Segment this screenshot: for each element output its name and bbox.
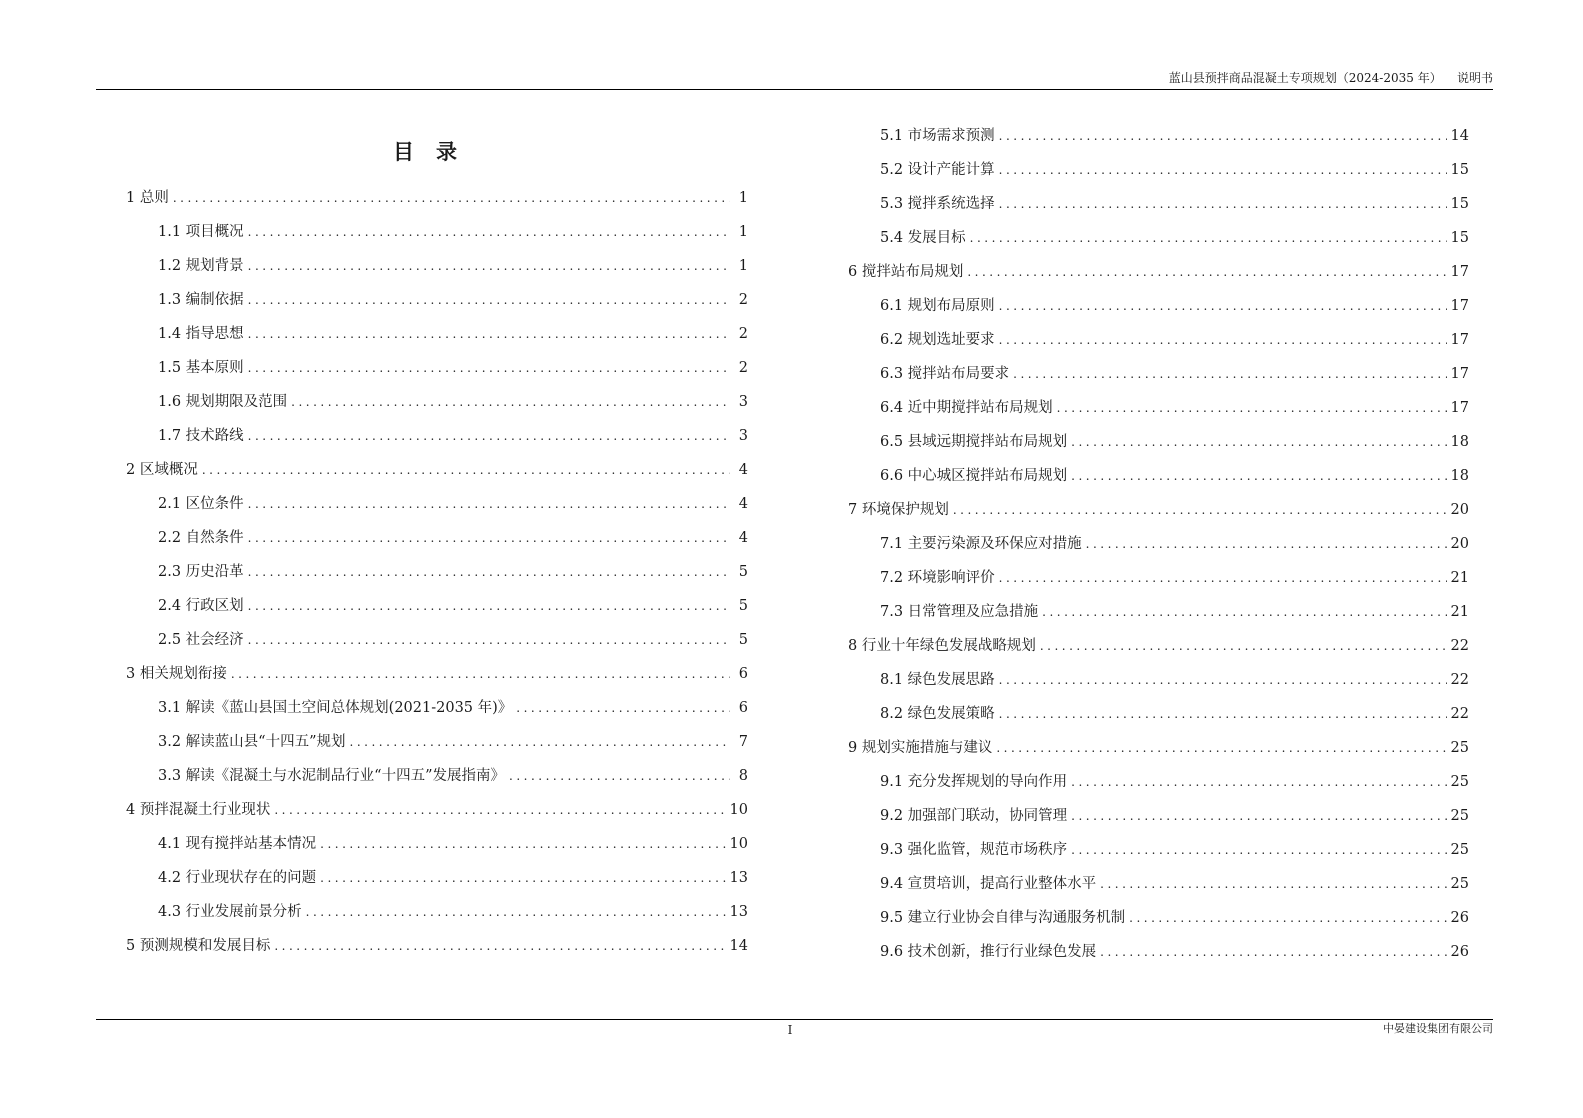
toc-right-column bbox=[848, 119, 1469, 969]
toc-entry-label: 1.7 技术路线 bbox=[158, 428, 244, 444]
toc-entry[interactable] bbox=[126, 589, 748, 623]
toc-dot-leader bbox=[516, 691, 730, 725]
toc-dot-leader bbox=[291, 385, 730, 419]
toc-entry-label: 1 总则 bbox=[126, 190, 169, 206]
toc-dot-leader bbox=[1129, 901, 1446, 935]
toc-entry-label: 1.4 指导思想 bbox=[158, 326, 244, 342]
toc-entry[interactable] bbox=[126, 521, 748, 555]
toc-entry[interactable] bbox=[848, 357, 1469, 391]
toc-entry-page: 22 bbox=[1450, 672, 1469, 688]
toc-dot-leader bbox=[1013, 357, 1446, 391]
toc-entry-label: 7 环境保护规划 bbox=[848, 502, 949, 518]
toc-entry-label: 6.6 中心城区搅拌站布局规划 bbox=[880, 468, 1068, 484]
toc-entry-page: 5 bbox=[738, 564, 748, 580]
toc-entry-label: 6.4 近中期搅拌站布局规划 bbox=[880, 400, 1053, 416]
toc-entry-page: 10 bbox=[729, 802, 748, 818]
toc-entry-page: 14 bbox=[729, 938, 748, 954]
toc-entry[interactable] bbox=[848, 153, 1469, 187]
toc-entry-page: 4 bbox=[738, 530, 748, 546]
toc-entry-label: 1.5 基本原则 bbox=[158, 360, 244, 376]
toc-entry-page: 17 bbox=[1450, 298, 1469, 314]
toc-entry-label: 9.6 技术创新，推行行业绿色发展 bbox=[880, 944, 1097, 960]
toc-entry-page: 5 bbox=[738, 598, 748, 614]
toc-dot-leader bbox=[999, 697, 1447, 731]
toc-entry-page: 2 bbox=[738, 326, 748, 342]
toc-entry-page: 22 bbox=[1450, 638, 1469, 654]
toc-entry-page: 25 bbox=[1450, 876, 1469, 892]
toc-entry-page: 21 bbox=[1450, 604, 1469, 620]
toc-entry[interactable] bbox=[848, 867, 1469, 901]
toc-dot-leader bbox=[320, 827, 725, 861]
toc-entry-label: 2.3 历史沿革 bbox=[158, 564, 244, 580]
toc-dot-leader bbox=[248, 487, 730, 521]
toc-dot-leader bbox=[1071, 765, 1446, 799]
document-title: 蓝山县预拌商品混凝土专项规划（2024-2035 年） bbox=[1168, 71, 1442, 85]
toc-entry-page: 2 bbox=[738, 360, 748, 376]
toc-entry[interactable] bbox=[848, 663, 1469, 697]
toc-dot-leader bbox=[1042, 595, 1446, 629]
toc-dot-leader bbox=[248, 283, 730, 317]
toc-entry-page: 17 bbox=[1450, 332, 1469, 348]
toc-entry[interactable] bbox=[848, 833, 1469, 867]
toc-dot-leader bbox=[509, 759, 730, 793]
toc-dot-leader bbox=[173, 181, 730, 215]
toc-entry[interactable] bbox=[848, 119, 1469, 153]
toc-dot-leader bbox=[1086, 527, 1447, 561]
toc-entry-label: 8.2 绿色发展策略 bbox=[880, 706, 995, 722]
footer-rule bbox=[96, 1019, 1493, 1020]
toc-entry[interactable] bbox=[126, 793, 748, 827]
toc-entry[interactable] bbox=[126, 317, 748, 351]
toc-entry-label: 2.2 自然条件 bbox=[158, 530, 244, 546]
toc-entry[interactable] bbox=[848, 901, 1469, 935]
toc-entry-label: 5.2 设计产能计算 bbox=[880, 162, 995, 178]
toc-dot-leader bbox=[1071, 425, 1446, 459]
toc-entry-page: 26 bbox=[1450, 910, 1469, 926]
toc-entry-page: 18 bbox=[1450, 468, 1469, 484]
toc-entry[interactable] bbox=[848, 595, 1469, 629]
toc-dot-leader bbox=[248, 351, 730, 385]
toc-entry-page: 15 bbox=[1450, 196, 1469, 212]
toc-entry[interactable] bbox=[848, 289, 1469, 323]
toc-dot-leader bbox=[999, 153, 1447, 187]
toc-entry[interactable] bbox=[126, 385, 748, 419]
toc-dot-leader bbox=[248, 623, 730, 657]
toc-entry-label: 2.1 区位条件 bbox=[158, 496, 244, 512]
toc-entry-label: 6 搅拌站布局规划 bbox=[848, 264, 964, 280]
toc-dot-leader bbox=[202, 453, 730, 487]
toc-entry-label: 9.5 建立行业协会自律与沟通服务机制 bbox=[880, 910, 1126, 926]
toc-entry[interactable] bbox=[126, 181, 748, 215]
toc-entry-label: 2.5 社会经济 bbox=[158, 632, 244, 648]
toc-entry-page: 22 bbox=[1450, 706, 1469, 722]
toc-dot-leader bbox=[967, 255, 1446, 289]
toc-entry[interactable] bbox=[126, 419, 748, 453]
toc-entry[interactable] bbox=[126, 759, 748, 793]
toc-left-column bbox=[126, 181, 748, 963]
toc-dot-leader bbox=[248, 317, 730, 351]
toc-entry-label: 3.1 解读《蓝山县国土空间总体规划(2021-2035 年)》 bbox=[158, 700, 513, 716]
toc-entry[interactable] bbox=[126, 691, 748, 725]
toc-entry-page: 8 bbox=[738, 768, 748, 784]
toc-entry[interactable] bbox=[848, 935, 1469, 969]
document-type: 说明书 bbox=[1456, 71, 1493, 85]
toc-entry-label: 8.1 绿色发展思路 bbox=[880, 672, 995, 688]
toc-dot-leader bbox=[999, 323, 1447, 357]
toc-dot-leader bbox=[248, 419, 730, 453]
toc-entry-page: 3 bbox=[738, 394, 748, 410]
toc-entry-page: 5 bbox=[738, 632, 748, 648]
toc-dot-leader bbox=[1071, 833, 1446, 867]
toc-entry[interactable] bbox=[848, 221, 1469, 255]
company-name: 中晏建设集团有限公司 bbox=[1383, 1022, 1493, 1035]
toc-entry-page: 18 bbox=[1450, 434, 1469, 450]
toc-entry-label: 9.3 强化监管，规范市场秩序 bbox=[880, 842, 1068, 858]
toc-entry-page: 7 bbox=[738, 734, 748, 750]
page-number: I bbox=[787, 1023, 793, 1037]
toc-dot-leader bbox=[248, 589, 730, 623]
toc-entry[interactable] bbox=[848, 187, 1469, 221]
toc-entry-page: 10 bbox=[729, 836, 748, 852]
toc-dot-leader bbox=[1071, 459, 1446, 493]
toc-entry-label: 5.3 搅拌系统选择 bbox=[880, 196, 995, 212]
toc-entry-label: 3.3 解读《混凝土与水泥制品行业“十四五”发展指南》 bbox=[158, 768, 505, 784]
toc-entry-label: 5.4 发展目标 bbox=[880, 230, 966, 246]
toc-entry-page: 13 bbox=[729, 870, 748, 886]
toc-entry-label: 1.3 编制依据 bbox=[158, 292, 244, 308]
toc-entry[interactable] bbox=[126, 487, 748, 521]
toc-entry[interactable] bbox=[848, 493, 1469, 527]
toc-entry[interactable] bbox=[126, 453, 748, 487]
toc-entry-page: 13 bbox=[729, 904, 748, 920]
toc-entry[interactable] bbox=[126, 895, 748, 929]
toc-entry-page: 21 bbox=[1450, 570, 1469, 586]
header-rule bbox=[96, 89, 1493, 90]
toc-entry[interactable] bbox=[126, 827, 748, 861]
toc-dot-leader bbox=[248, 249, 730, 283]
toc-entry-page: 4 bbox=[738, 462, 748, 478]
toc-entry-label: 1.2 规划背景 bbox=[158, 258, 244, 274]
toc-dot-leader bbox=[274, 929, 725, 963]
toc-entry-label: 7.3 日常管理及应急措施 bbox=[880, 604, 1039, 620]
toc-entry-page: 25 bbox=[1450, 808, 1469, 824]
toc-entry[interactable] bbox=[848, 323, 1469, 357]
toc-entry[interactable] bbox=[848, 697, 1469, 731]
toc-entry-label: 1.6 规划期限及范围 bbox=[158, 394, 288, 410]
toc-entry-label: 5.1 市场需求预测 bbox=[880, 128, 995, 144]
toc-entry[interactable] bbox=[848, 765, 1469, 799]
toc-dot-leader bbox=[1040, 629, 1447, 663]
toc-entry-page: 6 bbox=[738, 666, 748, 682]
toc-entry[interactable] bbox=[848, 255, 1469, 289]
toc-dot-leader bbox=[999, 119, 1447, 153]
toc-dot-leader bbox=[1100, 935, 1446, 969]
toc-entry-label: 3 相关规划衔接 bbox=[126, 666, 227, 682]
toc-entry-label: 9 规划实施措施与建议 bbox=[848, 740, 993, 756]
toc-entry-page: 2 bbox=[738, 292, 748, 308]
toc-dot-leader bbox=[248, 215, 730, 249]
toc-entry-page: 17 bbox=[1450, 366, 1469, 382]
toc-entry-label: 2 区域概况 bbox=[126, 462, 198, 478]
toc-dot-leader bbox=[953, 493, 1447, 527]
toc-dot-leader bbox=[996, 731, 1446, 765]
toc-entry-label: 6.3 搅拌站布局要求 bbox=[880, 366, 1010, 382]
page-header bbox=[96, 70, 1493, 86]
toc-entry-label: 4.2 行业现状存在的问题 bbox=[158, 870, 317, 886]
toc-entry-label: 1.1 项目概况 bbox=[158, 224, 244, 240]
toc-entry-page: 1 bbox=[738, 190, 748, 206]
toc-entry-label: 3.2 解读蓝山县“十四五”规划 bbox=[158, 734, 346, 750]
toc-entry[interactable] bbox=[848, 561, 1469, 595]
toc-entry-page: 14 bbox=[1450, 128, 1469, 144]
toc-dot-leader bbox=[999, 663, 1447, 697]
toc-dot-leader bbox=[248, 555, 730, 589]
toc-entry[interactable] bbox=[848, 391, 1469, 425]
toc-dot-leader bbox=[999, 187, 1447, 221]
toc-entry-label: 9.2 加强部门联动，协同管理 bbox=[880, 808, 1068, 824]
toc-entry-page: 6 bbox=[738, 700, 748, 716]
toc-entry-label: 4.3 行业发展前景分析 bbox=[158, 904, 302, 920]
toc-entry[interactable] bbox=[126, 657, 748, 691]
toc-entry-page: 3 bbox=[738, 428, 748, 444]
toc-entry[interactable] bbox=[848, 527, 1469, 561]
toc-entry-page: 1 bbox=[738, 258, 748, 274]
toc-entry-label: 4 预拌混凝土行业现状 bbox=[126, 802, 271, 818]
toc-entry-label: 7.2 环境影响评价 bbox=[880, 570, 995, 586]
toc-entry-page: 20 bbox=[1450, 502, 1469, 518]
toc-entry[interactable] bbox=[126, 929, 748, 963]
toc-entry-page: 15 bbox=[1450, 230, 1469, 246]
toc-entry-label: 4.1 现有搅拌站基本情况 bbox=[158, 836, 317, 852]
toc-dot-leader bbox=[306, 895, 726, 929]
toc-entry-page: 25 bbox=[1450, 774, 1469, 790]
toc-entry-page: 25 bbox=[1450, 740, 1469, 756]
toc-dot-leader bbox=[1100, 867, 1446, 901]
toc-entry-label: 7.1 主要污染源及环保应对措施 bbox=[880, 536, 1082, 552]
toc-entry-label: 9.1 充分发挥规划的导向作用 bbox=[880, 774, 1068, 790]
toc-dot-leader bbox=[999, 289, 1447, 323]
toc-dot-leader bbox=[970, 221, 1447, 255]
toc-entry[interactable] bbox=[126, 215, 748, 249]
toc-dot-leader bbox=[248, 521, 730, 555]
toc-entry-label: 6.2 规划选址要求 bbox=[880, 332, 995, 348]
toc-entry[interactable] bbox=[848, 459, 1469, 493]
toc-entry-label: 8 行业十年绿色发展战略规划 bbox=[848, 638, 1036, 654]
toc-entry-page: 26 bbox=[1450, 944, 1469, 960]
toc-entry-page: 20 bbox=[1450, 536, 1469, 552]
toc-entry[interactable] bbox=[126, 623, 748, 657]
toc-entry-label: 6.1 规划布局原则 bbox=[880, 298, 995, 314]
toc-dot-leader bbox=[999, 561, 1447, 595]
toc-dot-leader bbox=[1071, 799, 1446, 833]
toc-entry-label: 2.4 行政区划 bbox=[158, 598, 244, 614]
toc-entry-page: 17 bbox=[1450, 400, 1469, 416]
toc-title: 目录 bbox=[393, 139, 479, 164]
toc-entry-label: 5 预测规模和发展目标 bbox=[126, 938, 271, 954]
toc-entry[interactable] bbox=[126, 351, 748, 385]
toc-entry-label: 9.4 宣贯培训，提高行业整体水平 bbox=[880, 876, 1097, 892]
toc-entry[interactable] bbox=[848, 799, 1469, 833]
toc-entry[interactable] bbox=[848, 731, 1469, 765]
toc-entry-page: 1 bbox=[738, 224, 748, 240]
toc-entry-page: 15 bbox=[1450, 162, 1469, 178]
toc-entry[interactable] bbox=[848, 425, 1469, 459]
toc-entry-page: 4 bbox=[738, 496, 748, 512]
toc-dot-leader bbox=[1057, 391, 1447, 425]
toc-entry[interactable] bbox=[126, 861, 748, 895]
toc-dot-leader bbox=[231, 657, 730, 691]
toc-entry[interactable] bbox=[126, 249, 748, 283]
toc-dot-leader bbox=[274, 793, 725, 827]
toc-dot-leader bbox=[350, 725, 731, 759]
toc-dot-leader bbox=[320, 861, 725, 895]
toc-entry[interactable] bbox=[126, 725, 748, 759]
toc-entry-label: 6.5 县域远期搅拌站布局规划 bbox=[880, 434, 1068, 450]
toc-entry-page: 17 bbox=[1450, 264, 1469, 280]
toc-entry[interactable] bbox=[126, 283, 748, 317]
toc-entry-page: 25 bbox=[1450, 842, 1469, 858]
toc-entry[interactable] bbox=[126, 555, 748, 589]
toc-entry[interactable] bbox=[848, 629, 1469, 663]
